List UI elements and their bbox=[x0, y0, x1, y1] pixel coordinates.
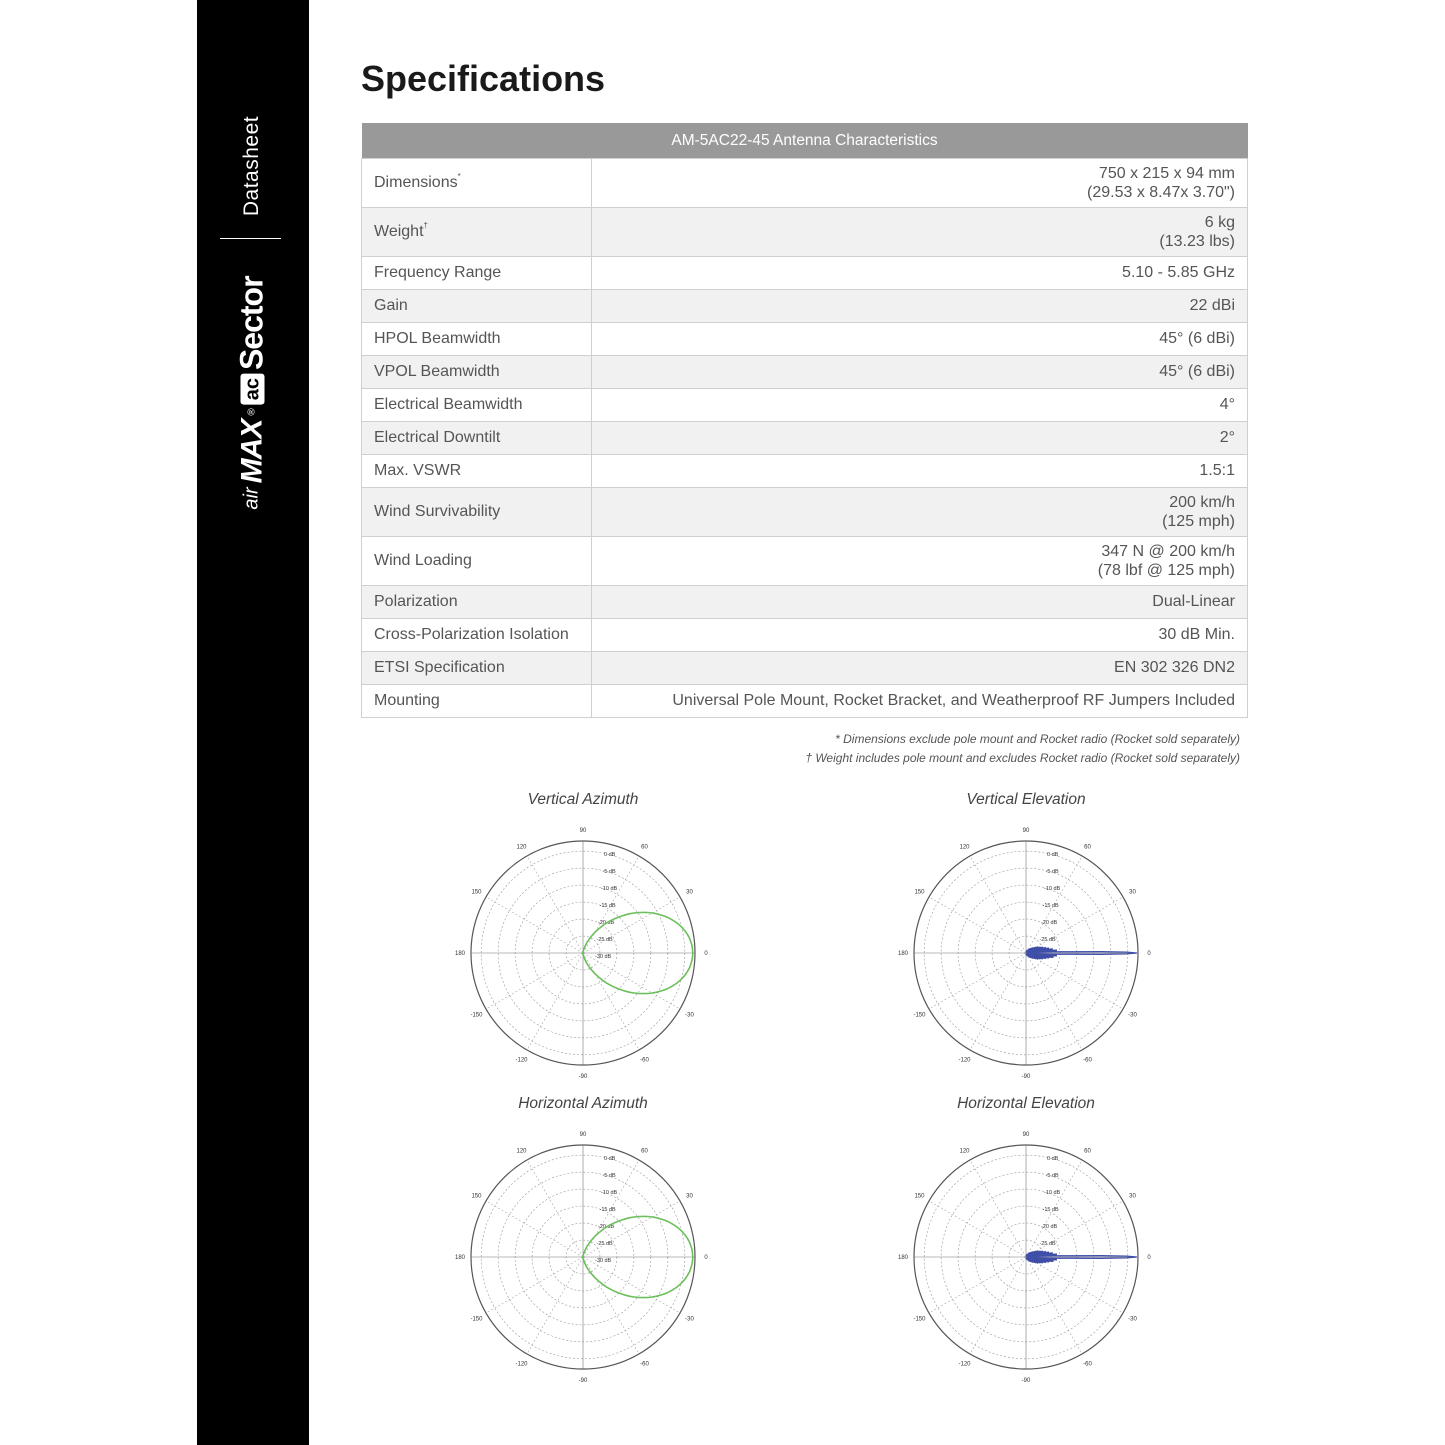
polar-angle-label: -150 bbox=[913, 1012, 926, 1019]
polar-db-label: 0 dB bbox=[604, 852, 616, 859]
polar-db-label: 0 dB bbox=[604, 1156, 616, 1163]
row-label: Wind Survivability bbox=[362, 488, 592, 537]
plot-title-horizontal-elevation: Horizontal Elevation bbox=[957, 1095, 1095, 1112]
polar-plot-horizontal-azimuth bbox=[453, 1127, 713, 1387]
polar-db-label: 0 dB bbox=[1047, 852, 1059, 859]
polar-angle-label: 0 bbox=[704, 951, 708, 957]
polar-angle-label: -120 bbox=[958, 1057, 971, 1064]
polar-db-label: -25 dB bbox=[596, 937, 613, 944]
row-label: Wind Loading bbox=[362, 537, 592, 586]
spec-table bbox=[361, 123, 1248, 718]
row-value: EN 302 326 DN2 bbox=[592, 652, 1248, 685]
polar-angle-label: -60 bbox=[640, 1057, 649, 1064]
polar-spoke bbox=[527, 1160, 583, 1257]
polar-spoke bbox=[527, 953, 583, 1050]
polar-angle-label: 60 bbox=[641, 844, 648, 851]
polar-angle-label: 150 bbox=[471, 889, 482, 896]
polar-angle-label: -120 bbox=[515, 1361, 528, 1368]
polar-plot-vertical-azimuth bbox=[453, 823, 713, 1083]
polar-db-label: -25 dB bbox=[596, 1241, 613, 1248]
polar-db-label: -20 dB bbox=[1041, 1224, 1058, 1231]
polar-spoke bbox=[970, 1160, 1026, 1257]
row-value: 30 dB Min. bbox=[592, 619, 1248, 652]
polar-angle-label: -150 bbox=[470, 1012, 483, 1019]
polar-angle-label: 30 bbox=[1129, 1193, 1136, 1200]
footnote-dimensions: * Dimensions exclude pole mount and Rocket radio (Rocket sold separately) bbox=[835, 732, 1240, 746]
row-value: Dual-Linear bbox=[592, 586, 1248, 619]
row-label: HPOL Beamwidth bbox=[362, 323, 592, 356]
polar-plot-horizontal-elevation bbox=[896, 1127, 1156, 1387]
sidebar-divider bbox=[220, 238, 281, 239]
polar-angle-label: -120 bbox=[515, 1057, 528, 1064]
polar-angle-label: -90 bbox=[578, 1074, 588, 1080]
row-value: 6 kg (13.23 lbs) bbox=[592, 208, 1248, 257]
polar-spoke bbox=[970, 953, 1026, 1050]
polar-db-label: -5 dB bbox=[1045, 869, 1059, 876]
polar-angle-label: -30 bbox=[1128, 1012, 1137, 1019]
table-row bbox=[362, 323, 1248, 356]
row-label: Cross-Polarization Isolation bbox=[362, 619, 592, 652]
table-row bbox=[362, 652, 1248, 685]
polar-angle-label: 0 bbox=[1147, 951, 1151, 957]
footnote-weight: † Weight includes pole mount and excludes Rocket radio (Rocket sold separately) bbox=[805, 751, 1240, 765]
polar-angle-label: 90 bbox=[1022, 1132, 1030, 1138]
polar-db-label: -5 dB bbox=[602, 1173, 616, 1180]
table-row bbox=[362, 257, 1248, 290]
row-value: Universal Pole Mount, Rocket Bracket, and Weatherproof RF Jumpers Included bbox=[592, 685, 1248, 718]
polar-db-label: -25 dB bbox=[1039, 1241, 1056, 1248]
row-label: Mounting bbox=[362, 685, 592, 718]
sidebar bbox=[197, 0, 309, 1445]
polar-db-label: -30 dB bbox=[1038, 1258, 1055, 1264]
polar-angle-label: 150 bbox=[471, 1193, 482, 1200]
table-row bbox=[362, 389, 1248, 422]
polar-db-label: -10 dB bbox=[601, 1190, 618, 1197]
polar-angle-label: 90 bbox=[1022, 828, 1030, 834]
row-value: 200 km/h (125 mph) bbox=[592, 488, 1248, 537]
polar-db-label: -15 dB bbox=[599, 1207, 616, 1214]
table-row bbox=[362, 488, 1248, 537]
table-row bbox=[362, 586, 1248, 619]
row-label: Dimensions* bbox=[362, 159, 592, 208]
logo-air: air bbox=[240, 487, 263, 510]
polar-angle-label: -120 bbox=[958, 1361, 971, 1368]
polar-db-label: -5 dB bbox=[602, 869, 616, 876]
polar-db-label: 0 dB bbox=[1047, 1156, 1059, 1163]
row-label: Electrical Downtilt bbox=[362, 422, 592, 455]
row-label: Frequency Range bbox=[362, 257, 592, 290]
polar-angle-label: -150 bbox=[913, 1316, 926, 1323]
polar-angle-label: 120 bbox=[959, 844, 970, 851]
polar-db-label: -10 dB bbox=[1044, 1190, 1061, 1197]
plot-title-horizontal-azimuth: Horizontal Azimuth bbox=[518, 1095, 648, 1112]
row-label: Electrical Beamwidth bbox=[362, 389, 592, 422]
table-header: AM-5AC22-45 Antenna Characteristics bbox=[362, 123, 1248, 159]
polar-db-label: -25 dB bbox=[1039, 937, 1056, 944]
polar-angle-label: 180 bbox=[897, 951, 909, 957]
page-title: Specifications bbox=[361, 58, 606, 99]
row-value: 2° bbox=[592, 422, 1248, 455]
polar-angle-label: -90 bbox=[1021, 1074, 1031, 1080]
table-row bbox=[362, 208, 1248, 257]
row-value: 45° (6 dBi) bbox=[592, 323, 1248, 356]
table-row bbox=[362, 159, 1248, 208]
polar-db-label: -15 dB bbox=[1042, 903, 1059, 910]
table-row bbox=[362, 455, 1248, 488]
product-logo bbox=[234, 276, 271, 509]
row-value: 5.10 - 5.85 GHz bbox=[592, 257, 1248, 290]
polar-angle-label: 0 bbox=[704, 1255, 708, 1261]
polar-angle-label: 0 bbox=[1147, 1255, 1151, 1261]
row-label: Weight† bbox=[362, 208, 592, 257]
row-value: 1.5:1 bbox=[592, 455, 1248, 488]
logo-registered-mark: ® bbox=[246, 408, 258, 416]
polar-db-label: -10 dB bbox=[1044, 886, 1061, 893]
row-value: 45° (6 dBi) bbox=[592, 356, 1248, 389]
table-row bbox=[362, 290, 1248, 323]
polar-angle-label: 90 bbox=[579, 828, 587, 834]
polar-angle-label: 120 bbox=[959, 1148, 970, 1155]
polar-plot-vertical-elevation bbox=[896, 823, 1156, 1083]
table-row bbox=[362, 537, 1248, 586]
polar-db-label: -30 dB bbox=[595, 1258, 612, 1264]
plot-title-vertical-elevation: Vertical Elevation bbox=[966, 791, 1086, 808]
polar-spoke bbox=[970, 856, 1026, 953]
logo-max: MAX bbox=[235, 419, 268, 484]
polar-angle-label: 30 bbox=[686, 1193, 693, 1200]
polar-angle-label: 150 bbox=[914, 1193, 925, 1200]
polar-angle-label: 90 bbox=[579, 1132, 587, 1138]
polar-spoke bbox=[527, 1257, 583, 1354]
polar-angle-label: 60 bbox=[1084, 844, 1091, 851]
logo-sector: Sector bbox=[233, 276, 270, 371]
polar-angle-label: -60 bbox=[1083, 1361, 1092, 1368]
polar-angle-label: -90 bbox=[578, 1378, 588, 1384]
table-row bbox=[362, 685, 1248, 718]
polar-spoke bbox=[970, 1257, 1026, 1354]
polar-angle-label: 150 bbox=[914, 889, 925, 896]
polar-db-label: -30 dB bbox=[595, 954, 612, 960]
row-label: ETSI Specification bbox=[362, 652, 592, 685]
polar-angle-label: -60 bbox=[1083, 1057, 1092, 1064]
row-label: VPOL Beamwidth bbox=[362, 356, 592, 389]
plot-title-vertical-azimuth: Vertical Azimuth bbox=[527, 791, 639, 808]
polar-db-label: -10 dB bbox=[601, 886, 618, 893]
row-label: Gain bbox=[362, 290, 592, 323]
polar-db-label: -15 dB bbox=[1042, 1207, 1059, 1214]
polar-angle-label: -30 bbox=[685, 1316, 694, 1323]
row-label: Max. VSWR bbox=[362, 455, 592, 488]
polar-angle-label: 120 bbox=[516, 844, 527, 851]
polar-db-label: -20 dB bbox=[598, 1224, 615, 1231]
polar-angle-label: -150 bbox=[470, 1316, 483, 1323]
polar-db-label: -20 dB bbox=[1041, 920, 1058, 927]
polar-angle-label: 120 bbox=[516, 1148, 527, 1155]
polar-angle-label: 180 bbox=[454, 951, 466, 957]
polar-spoke bbox=[527, 856, 583, 953]
row-value: 4° bbox=[592, 389, 1248, 422]
polar-angle-label: 180 bbox=[897, 1255, 909, 1261]
sidebar-section-label: Datasheet bbox=[240, 115, 263, 217]
polar-angle-label: 30 bbox=[686, 889, 693, 896]
table-row bbox=[362, 422, 1248, 455]
polar-angle-label: -30 bbox=[685, 1012, 694, 1019]
polar-angle-label: -30 bbox=[1128, 1316, 1137, 1323]
row-value: 347 N @ 200 km/h (78 lbf @ 125 mph) bbox=[592, 537, 1248, 586]
polar-db-label: -5 dB bbox=[1045, 1173, 1059, 1180]
polar-angle-label: 60 bbox=[641, 1148, 648, 1155]
logo-ac-badge: ac bbox=[240, 374, 264, 404]
table-row bbox=[362, 356, 1248, 389]
row-value: 750 x 215 x 94 mm (29.53 x 8.47x 3.70") bbox=[592, 159, 1248, 208]
table-row bbox=[362, 619, 1248, 652]
polar-db-label: -15 dB bbox=[599, 903, 616, 910]
polar-db-label: -20 dB bbox=[598, 920, 615, 927]
polar-db-label: -30 dB bbox=[1038, 954, 1055, 960]
polar-angle-label: -90 bbox=[1021, 1378, 1031, 1384]
polar-angle-label: 60 bbox=[1084, 1148, 1091, 1155]
polar-angle-label: 30 bbox=[1129, 889, 1136, 896]
polar-angle-label: 180 bbox=[454, 1255, 466, 1261]
row-value: 22 dBi bbox=[592, 290, 1248, 323]
row-label: Polarization bbox=[362, 586, 592, 619]
polar-angle-label: -60 bbox=[640, 1361, 649, 1368]
